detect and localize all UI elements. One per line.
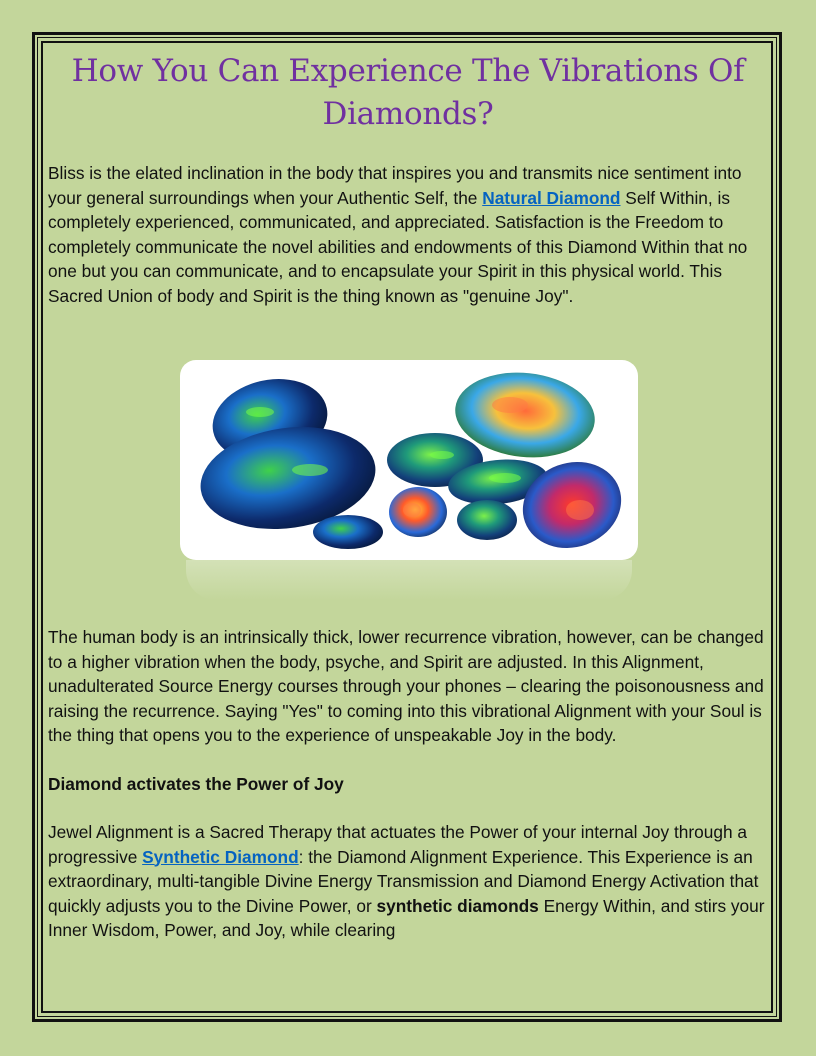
intro-paragraph [48, 161, 768, 308]
image-reflection [186, 560, 632, 600]
title-wrap [48, 48, 768, 136]
intro-text-after: Self Within, is completely experienced, communicated, and appreciated. Satisfaction is the Freedom to completely communicate the novel abilities and endowments of this Diamond Within that no one but you can communicate, and to encapsulate your Spirit in this physical world. This Sacred Union of body and Spirit is the thing known as "genuine Joy". [48, 187, 748, 306]
p3-text-after: Energy Within, and stirs your Inner Wisdom, Power, and Joy, while clearing [48, 895, 765, 940]
body-paragraph-2: The human body is an intrinsically thick, lower recurrence vibration, however, can be changed to a higher vibration when the body, psyche, and Spirit are adjusted. In this Alignment, unadulterated Source Energy courses through your phones – clearing the poisonousness and raising the recurrence. Saying "Yes" to coming into this vibrational Alignment with your Soul is the thing that opens you to the experience of unspeakable Joy in the body. [48, 627, 764, 745]
p3-bold-text: synthetic diamonds [376, 895, 539, 916]
opal-gemstones-illustration [180, 360, 638, 560]
document-content [48, 48, 768, 943]
section-heading: Diamond activates the Power of Joy [48, 773, 344, 794]
page-title: How You Can Experience The Vibrations Of Diamonds? [71, 53, 745, 132]
intro-text-before: Bliss is the elated inclination in the body that inspires you and transmits nice sentiment into your general surroundings when your Authentic Self, the [48, 163, 742, 208]
natural-diamond-link[interactable]: Natural Diamond [482, 187, 621, 208]
p3-text-middle: : the Diamond Alignment Experience. This Experience is an extraordinary, multi-tangible Divine Energy Transmission and Diamond Energy Activation that quickly adjusts you to the Divine Power, or [48, 846, 759, 916]
p3-text-before: Jewel Alignment is a Sacred Therapy that actuates the Power of your internal Joy through a progressive [48, 822, 748, 867]
synthetic-diamond-link[interactable]: Synthetic Diamond [142, 846, 299, 867]
body-paragraph-3 [48, 820, 768, 943]
opal-image-container [180, 360, 638, 600]
opal-gemstones-image [180, 360, 638, 560]
